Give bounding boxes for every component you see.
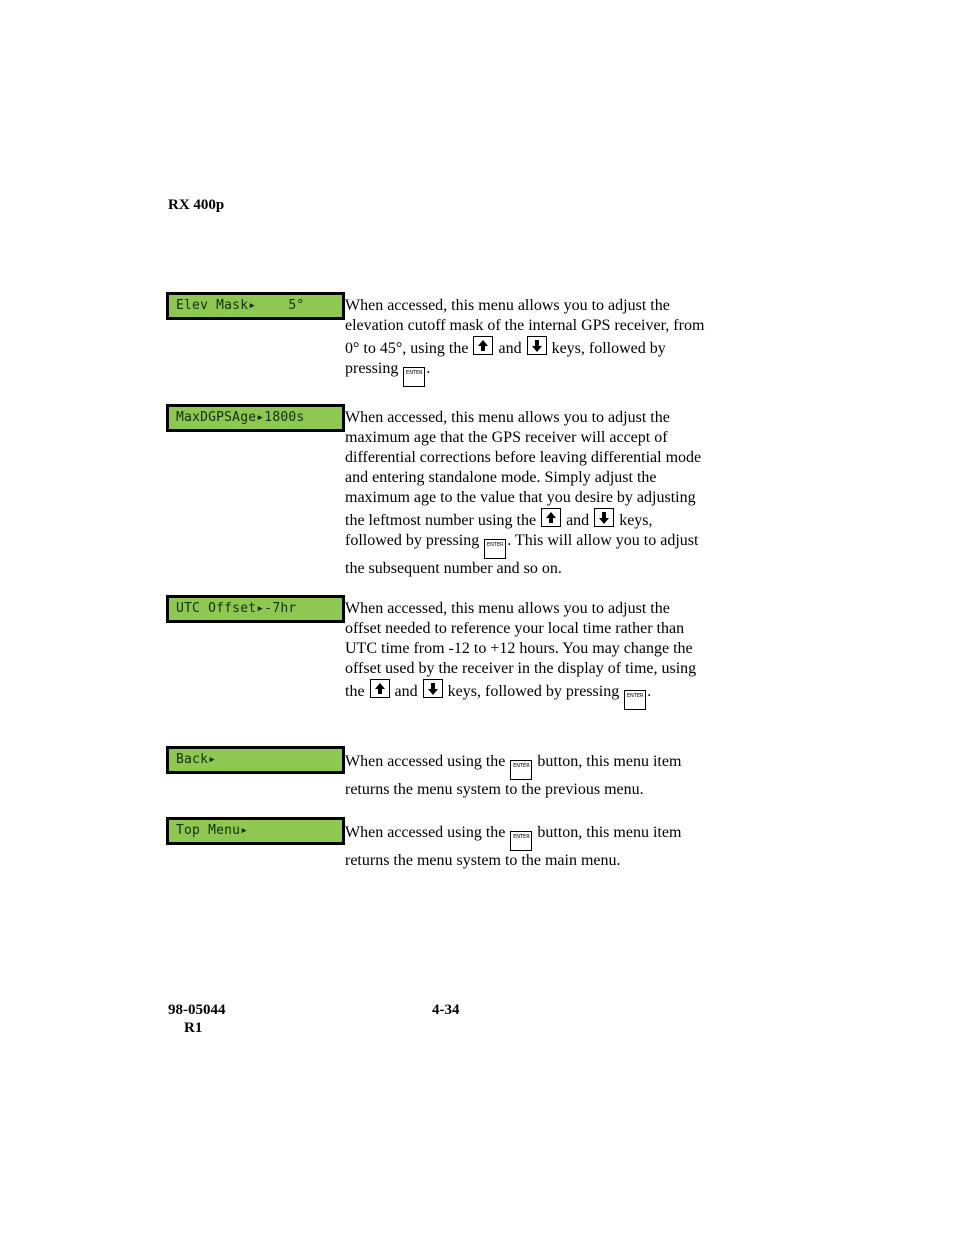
text-segment: . (647, 683, 652, 700)
lcd-utc-offset: UTC Offset▸-7hr (166, 595, 345, 623)
lcd-back: Back▸ (166, 746, 345, 774)
text-segment: button, this menu item returns the menu system to the main menu. (345, 824, 682, 869)
text-segment: and (390, 683, 422, 700)
enter-key-icon: ENTER (403, 367, 425, 387)
desc-top-menu (345, 823, 705, 871)
text-segment: button, this menu item returns the menu system to the previous menu. (345, 753, 682, 798)
lcd-elev-mask: Elev Mask▸ 5° (166, 292, 345, 320)
down-arrow-key-icon (594, 508, 614, 527)
enter-key-icon: ENTER (510, 831, 532, 851)
footer-doc-number: 98-05044 (168, 1002, 226, 1018)
enter-key-icon: ENTER (510, 760, 532, 780)
text-segment: . This will allow you to adjust the subsequent number and so on. (345, 532, 699, 577)
down-arrow-key-icon (423, 679, 443, 698)
text-segment: When accessed, this menu allows you to adjust the elevation cutoff mask of the internal GPS receiver, from 0° to 45°, using the (345, 297, 705, 357)
text-segment: keys, followed by pressing (345, 512, 653, 549)
text-segment: keys, followed by pressing (345, 340, 666, 377)
running-header: RX 400p (168, 197, 225, 213)
text-segment: When accessed using the (345, 824, 510, 841)
lcd-top-menu: Top Menu▸ (166, 817, 345, 845)
up-arrow-key-icon (541, 508, 561, 527)
text-segment: and (562, 512, 594, 529)
desc-back (345, 752, 705, 800)
text-segment: When accessed, this menu allows you to adjust the offset needed to reference your local time rather than UTC time from -12 to +12 hours. You may change the offset used by the receiver in the display of time, using the (345, 600, 697, 700)
text-segment: . (426, 360, 431, 377)
footer-revision: R1 (184, 1020, 203, 1036)
text-segment: keys, followed by pressing (443, 683, 624, 700)
down-arrow-key-icon (527, 336, 547, 355)
desc-utc-offset (345, 599, 705, 710)
desc-max-dgps-age (345, 408, 705, 579)
text-segment: When accessed, this menu allows you to adjust the maximum age that the GPS receiver will accept of differential corrections before leaving differential mode and entering standalone mode. Simply adjust the maximum age to the value that you desire by adjusting the leftmost number using the (345, 409, 702, 529)
text-segment: When accessed using the (345, 753, 510, 770)
up-arrow-key-icon (370, 679, 390, 698)
lcd-max-dgps-age: MaxDGPSAge▸1800s (166, 404, 345, 432)
up-arrow-key-icon (473, 336, 493, 355)
footer-page-number: 4-34 (432, 1002, 460, 1018)
text-segment: and (494, 340, 526, 357)
enter-key-icon: ENTER (624, 690, 646, 710)
desc-elev-mask (345, 296, 705, 387)
enter-key-icon: ENTER (484, 539, 506, 559)
